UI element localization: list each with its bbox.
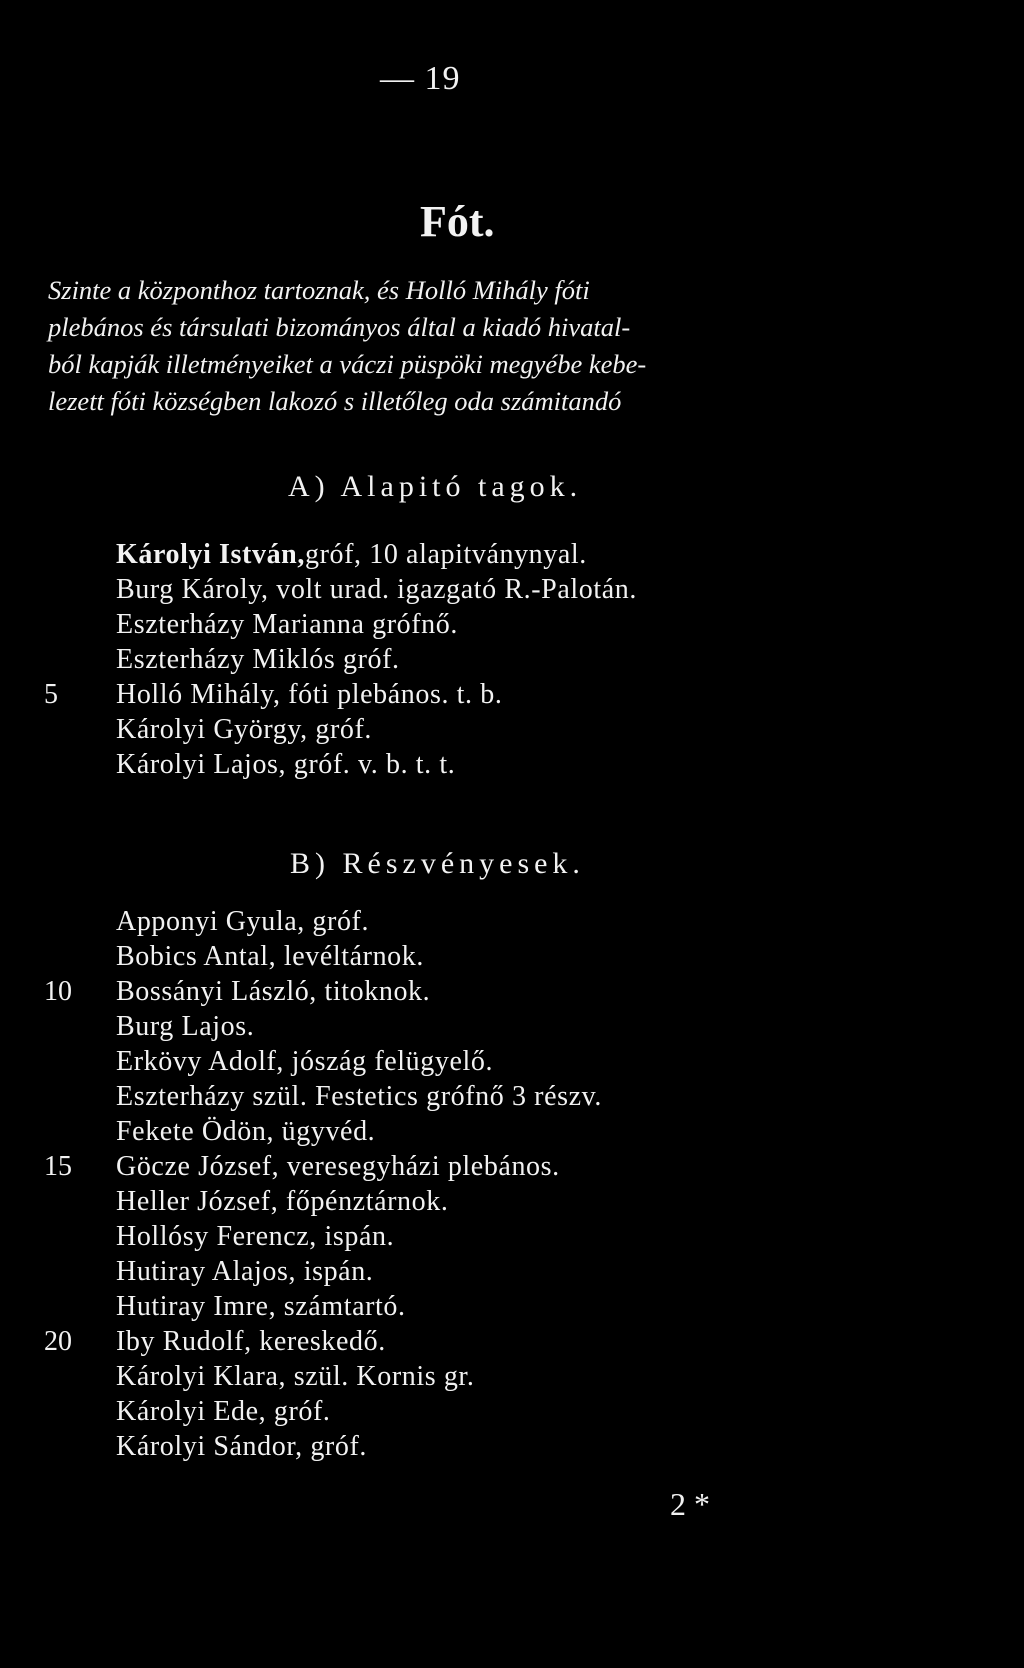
section-b-heading: B) Részvényesek. (290, 847, 585, 880)
list-entry (0, 1429, 1024, 1464)
founding-members-list (0, 537, 1024, 782)
entry-name: Erkövy Adolf, jószág felügyelő. (116, 1046, 494, 1077)
entry-name: Károlyi Lajos, gróf. v. b. t. t. (116, 749, 456, 780)
entry-name: Eszterházy szül. Festetics grófnő 3 részv. (116, 1081, 603, 1112)
list-entry (0, 1289, 1024, 1324)
line-number: 15 (44, 1151, 72, 1182)
page-number: — 19 (380, 60, 461, 97)
entry-name: Burg Károly, volt urad. igazgató R.-Palotán. (116, 574, 637, 605)
line-number: 10 (44, 976, 72, 1007)
entry-name: Károlyi Sándor, gróf. (116, 1431, 367, 1462)
list-entry (0, 904, 1024, 939)
list-entry (0, 1184, 1024, 1219)
list-entry (0, 1324, 1024, 1359)
list-entry (0, 939, 1024, 974)
entry-name: Károlyi István, (116, 539, 305, 570)
signature-mark: 2 * (670, 1486, 710, 1522)
line-number: 5 (44, 679, 58, 710)
intro-line: lezett fóti községben lakozó s illetőleg oda számitandó (48, 386, 622, 416)
intro-line: Szinte a központhoz tartoznak, és Holló Mihály fóti (48, 275, 590, 305)
list-entry (0, 1254, 1024, 1289)
list-entry (0, 1394, 1024, 1429)
entry-name: Károlyi György, gróf. (116, 714, 373, 745)
entry-name: Holló Mihály, fóti plebános. t. b. (116, 679, 503, 710)
list-entry (0, 712, 1024, 747)
list-entry (0, 677, 1024, 712)
shareholders-list (0, 904, 1024, 1464)
list-entry (0, 747, 1024, 782)
list-entry (0, 1359, 1024, 1394)
entry-name: Eszterházy Marianna grófnő. (116, 609, 458, 640)
entry-name: Iby Rudolf, kereskedő. (116, 1326, 386, 1357)
entry-name: Eszterházy Miklós gróf. (116, 644, 400, 675)
intro-line: ból kapják illetményeiket a váczi püspöki megyébe kebe- (48, 349, 647, 379)
entry-name: Károlyi Klara, szül. Kornis gr. (116, 1361, 475, 1392)
entry-name: Apponyi Gyula, gróf. (116, 906, 370, 937)
section-a-heading: A) Alapitó tagok. (288, 470, 583, 503)
entry-name: Göcze József, veresegyházi plebános. (116, 1151, 560, 1182)
entry-name: Heller József, főpénztárnok. (116, 1186, 449, 1217)
list-entry (0, 572, 1024, 607)
entry-name: Bobics Antal, levéltárnok. (116, 941, 424, 972)
list-entry (0, 537, 1024, 572)
page-title: Fót. (420, 197, 495, 246)
entry-detail: gróf, 10 alapitványnyal. (305, 539, 587, 570)
list-entry (0, 974, 1024, 1009)
list-entry (0, 607, 1024, 642)
entry-name: Hutiray Alajos, ispán. (116, 1256, 374, 1287)
list-entry (0, 1044, 1024, 1079)
entry-name: Bossányi László, titoknok. (116, 976, 431, 1007)
list-entry (0, 1009, 1024, 1044)
list-entry (0, 1079, 1024, 1114)
entry-name: Hollósy Ferencz, ispán. (116, 1221, 395, 1252)
entry-name: Fekete Ödön, ügyvéd. (116, 1116, 376, 1147)
entry-name: Hutiray Imre, számtartó. (116, 1291, 406, 1322)
entry-name: Burg Lajos. (116, 1011, 255, 1042)
intro-line: plebános és társulati bizományos által a kiadó hivatal- (48, 312, 631, 342)
list-entry (0, 642, 1024, 677)
list-entry (0, 1149, 1024, 1184)
intro-paragraph (48, 272, 898, 420)
line-number: 20 (44, 1326, 72, 1357)
list-entry (0, 1219, 1024, 1254)
entry-name: Károlyi Ede, gróf. (116, 1396, 331, 1427)
list-entry (0, 1114, 1024, 1149)
